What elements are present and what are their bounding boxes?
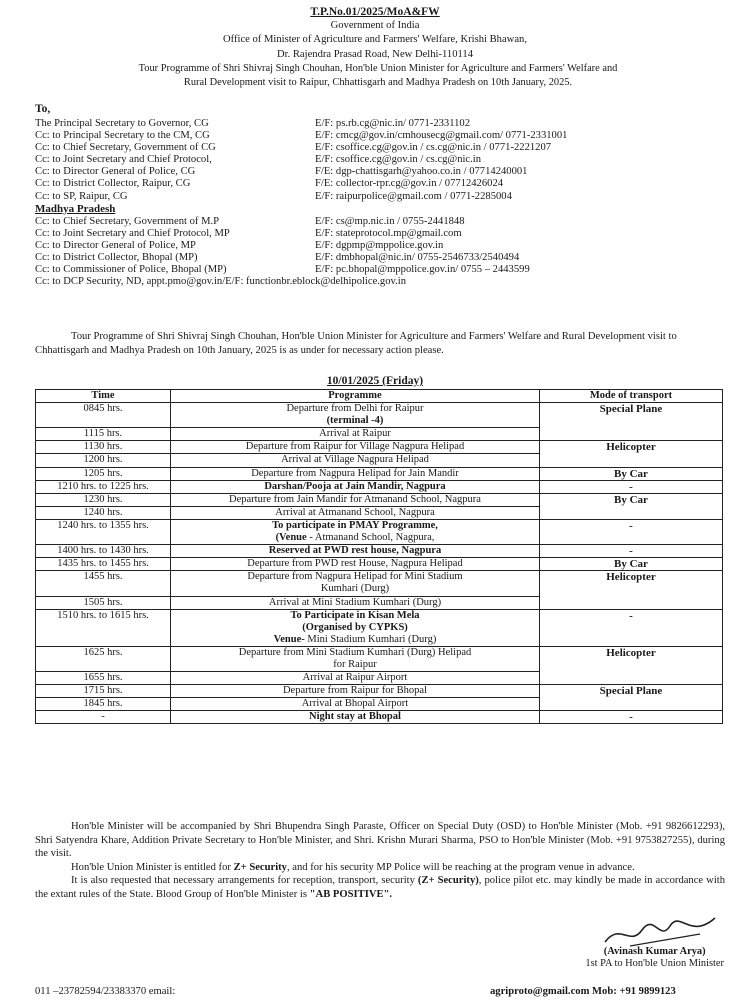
recipient-name: Cc: to Joint Secretary and Chief Protocol, [35, 154, 212, 166]
recipient-row [35, 228, 735, 240]
time-cell: 1210 hrs. to 1225 hrs. [36, 480, 171, 493]
programme-cell: Reserved at PWD rest house, Nagpura [171, 545, 540, 558]
time-cell: 1230 hrs. [36, 493, 171, 506]
letter-header [0, 0, 750, 62]
programme-cell: Arrival at Atmanand School, Nagpura [171, 506, 540, 519]
transport-cell: By Car [540, 493, 723, 519]
signatory-name: (Avinash Kumar Arya) [603, 946, 706, 957]
recipient-row [35, 191, 735, 203]
transport-cell: - [540, 609, 723, 646]
programme-text: for Raipur [333, 658, 377, 670]
accompaniment-paragraph: Hon'ble Minister will be accompanied by Shri Bhupendra Singh Paraste, Officer on Special Duty (OSD) to Hon'ble Minister (Mob. +91 9826612293), Shri Satyendra Khare, Addition Private Secretary to Hon'ble Minister, and Shri. Krishn Murari Sharma, PSO to Hon'ble Minister (Mob. +91 9753827255), during the visit. [35, 821, 725, 860]
table-row [36, 441, 723, 454]
table-row [36, 545, 723, 558]
time-cell: 1845 hrs. [36, 698, 171, 711]
recipient-name: Cc: to Joint Secretary and Chief Protocol, MP [35, 227, 230, 239]
programme-text: Departure from Delhi for Raipur [286, 403, 424, 415]
programme-cell: Arrival at Village Nagpura Helipad [171, 454, 540, 467]
time-cell: 1200 hrs. [36, 454, 171, 467]
table-row [36, 571, 723, 596]
blood-group: "AB POSITIVE". [309, 888, 393, 900]
time-cell: 1625 hrs. [36, 646, 171, 671]
recipient-contact: E/F: stateprotocol.mp@gmail.com [315, 227, 462, 239]
security-paragraph [35, 861, 725, 875]
date-heading: 10/01/2025 (Friday) [326, 375, 424, 387]
recipient-row [35, 178, 735, 190]
recipient-list [35, 118, 735, 288]
transport-cell: Special Plane [540, 685, 723, 711]
time-cell: 0845 hrs. [36, 403, 171, 428]
recipient-row [35, 142, 735, 154]
transport-cell: - [540, 519, 723, 544]
transport-cell: - [540, 711, 723, 724]
programme-cell: Departure from Raipur for Village Nagpura Helipad [171, 441, 540, 454]
programme-cell: Arrival at Bhopal Airport [171, 698, 540, 711]
tour-title-line-1: Tour Programme of Shri Shivraj Singh Chouhan, Hon'ble Union Minister for Agriculture and Farmers' Welfare and [138, 62, 618, 74]
recipient-row [35, 130, 735, 142]
recipient-name: Cc: to Director General of Police, MP [35, 239, 196, 251]
programme-text: To Participate in Kisan Mela [290, 609, 420, 621]
time-cell: 1130 hrs. [36, 441, 171, 454]
recipient-name: Cc: to Commissioner of Police, Bhopal (MP) [35, 264, 227, 276]
footer-notes [35, 820, 725, 902]
time-cell: 1435 hrs. to 1455 hrs. [36, 558, 171, 571]
recipient-name: Cc: to Chief Secretary, Government of M.P [35, 215, 220, 227]
arrangements-paragraph [35, 874, 725, 901]
recipient-contact: F/E: collector-rpr.cg@gov.in / 07712426024 [315, 178, 504, 190]
security-level: Z+ Security [233, 861, 287, 873]
tour-title-line-2: Rural Development visit to Raipur, Chhattisgarh and Madhya Pradesh on 10th January, 2025. [183, 76, 573, 88]
time-cell: 1715 hrs. [36, 685, 171, 698]
programme-cell [171, 519, 540, 544]
table-row [36, 558, 723, 571]
programme-text: - Atmanand School, Nagpura, [306, 532, 435, 544]
table-row [36, 403, 723, 428]
recipient-row [35, 240, 735, 252]
recipient-row [35, 252, 735, 264]
time-cell: 1655 hrs. [36, 672, 171, 685]
mp-heading: Madhya Pradesh [35, 202, 116, 215]
recipient-contact: E/F: ps.rb.cg@nic.in/ 0771-2331102 [315, 118, 471, 129]
programme-cell: Arrival at Mini Stadium Kumhari (Durg) [171, 596, 540, 609]
table-row [36, 685, 723, 698]
time-cell: 1115 hrs. [36, 428, 171, 441]
transport-cell: Helicopter [540, 571, 723, 609]
programme-text: To participate in PMAY Programme, [272, 519, 438, 531]
programme-cell: Departure from Nagpura Helipad for Jain Mandir [171, 467, 540, 480]
office-email-mobile: agriproto@gmail.com Mob: +91 9899123 [490, 986, 676, 997]
recipient-name: Cc: to Chief Secretary, Government of CG [35, 142, 216, 154]
column-header-transport: Mode of transport [540, 390, 723, 403]
transport-cell: - [540, 545, 723, 558]
transport-cell: - [540, 480, 723, 493]
time-cell: - [36, 711, 171, 724]
table-row [36, 609, 723, 646]
programme-cell: Arrival at Raipur Airport [171, 672, 540, 685]
recipient-name: Cc: to Director General of Police, CG [35, 166, 196, 178]
recipient-contact: E/F: cmcg@gov.in/cmhousecg@gmail.com/ 0771-2331001 [315, 130, 568, 142]
programme-cell: Departure from Raipur for Bhopal [171, 685, 540, 698]
address-line: Dr. Rajendra Prasad Road, New Delhi-110114 [276, 48, 474, 60]
table-row [36, 711, 723, 724]
programme-text: (terminal -4) [326, 415, 384, 427]
programme-cell: Arrival at Raipur [171, 428, 540, 441]
recipient-contact: E/F: raipurpolice@gmail.com / 0771-2285004 [315, 190, 512, 202]
tour-title [40, 62, 716, 90]
recipient-contact: E/F: csoffice.cg@gov.in / cs.cg@nic.in / 0771-2221207 [315, 142, 552, 154]
transport-cell: Helicopter [540, 646, 723, 684]
table-row [36, 480, 723, 493]
recipient-contact: E/F: pc.bhopal@mppolice.gov.in/ 0755 – 2443599 [315, 264, 530, 276]
programme-cell [171, 646, 540, 671]
table-row [36, 493, 723, 506]
intro-paragraph: Tour Programme of Shri Shivraj Singh Chouhan, Hon'ble Union Minister for Agriculture and Farmers' Welfare and Rural Development visit to Chhattisgarh and Madhya Pradesh on 10th January, 2025 is as under for necessary action please. [35, 331, 677, 356]
recipient-row [35, 154, 735, 166]
arrangements-text: It is also requested that necessary arrangements for reception, transport, security [71, 875, 418, 887]
recipient-name: Cc: to SP, Raipur, CG [35, 190, 128, 202]
recipient-row [35, 166, 735, 178]
arrangements-text: , police pilot etc. may kindly be made in accordance with the extant rules of the State. Blood Group of Hon'ble Minister is [35, 875, 726, 900]
time-cell: 1505 hrs. [36, 596, 171, 609]
table-row [36, 646, 723, 671]
column-header-programme: Programme [171, 390, 540, 403]
table-row [36, 467, 723, 480]
recipient-row [35, 264, 735, 276]
recipient-contact: E/F: cs@mp.nic.in / 0755-2441848 [315, 215, 465, 227]
programme-text: (Organised by CYPKS) [302, 621, 408, 633]
office-phone: 011 –23782594/23383370 email: [35, 986, 176, 997]
security-level: (Z+ Security) [417, 875, 479, 887]
government-line: Government of India [330, 20, 420, 32]
to-label: To, [35, 103, 51, 115]
recipient-contact: E/F: dgpmp@mppolice.gov.in [315, 239, 444, 251]
transport-cell: Helicopter [540, 441, 723, 467]
recipient-row [35, 216, 735, 228]
transport-cell: By Car [540, 558, 723, 571]
recipient-name: Cc: to District Collector, Raipur, CG [35, 178, 191, 190]
security-text: , and for his security MP Police will be reaching at the program venue in advance. [286, 861, 635, 873]
time-cell: 1240 hrs. [36, 506, 171, 519]
transport-cell: By Car [540, 467, 723, 480]
programme-cell: Night stay at Bhopal [171, 711, 540, 724]
signatory-designation: 1st PA to Hon'ble Union Minister [585, 958, 724, 969]
office-line: Office of Minister of Agriculture and Farmers' Welfare, Krishi Bhawan, [223, 34, 527, 46]
column-header-time: Time [36, 390, 171, 403]
recipient-row [35, 276, 735, 288]
recipient-name: Cc: to Principal Secretary to the CM, CG [35, 130, 210, 142]
security-text: Hon'ble Union Minister is entitled for [71, 861, 234, 873]
recipient-contact: F/E: dgp-chattisgarh@yahoo.co.in / 07714240001 [315, 166, 528, 178]
programme-text: (Venue [275, 532, 307, 544]
recipient-name: The Principal Secretary to Governor, CG [35, 118, 209, 129]
programme-text: Kumhari (Durg) [320, 583, 390, 595]
time-cell: 1400 hrs. to 1430 hrs. [36, 545, 171, 558]
programme-cell: Departure from PWD rest House, Nagpura Helipad [171, 558, 540, 571]
recipient-row [35, 118, 735, 130]
time-cell: 1240 hrs. to 1355 hrs. [36, 519, 171, 544]
time-cell: 1205 hrs. [36, 467, 171, 480]
programme-cell [171, 403, 540, 428]
programme-text: Departure from Mini Stadium Kumhari (Durg) Helipad [238, 646, 472, 658]
programme-text: Mini Stadium Kumhari (Durg) [304, 633, 437, 645]
schedule-table [35, 389, 723, 724]
recipient-contact: E/F: csoffice.cg@gov.in / cs.cg@nic.in [315, 154, 482, 166]
table-header-row [36, 390, 723, 403]
transport-cell: Special Plane [540, 403, 723, 441]
programme-cell: Departure from Jain Mandir for Atmanand School, Nagpura [171, 493, 540, 506]
programme-cell: Darshan/Pooja at Jain Mandir, Nagpura [171, 480, 540, 493]
programme-text: Departure from Nagpura Helipad for Mini Stadium [247, 571, 463, 583]
programme-cell [171, 571, 540, 596]
recipient-contact: E/F: dmbhopal@nic.in/ 0755-2546733/2540494 [315, 251, 520, 263]
reference-number: T.P.No.01/2025/MoA&FW [310, 6, 440, 18]
table-row [36, 519, 723, 544]
programme-text: Venue- [273, 633, 305, 645]
signature-block [585, 946, 724, 970]
dcp-security-line: Cc: to DCP Security, ND, appt.pmo@gov.in/E/F: functionbr.eblock@delhipolice.gov.in [35, 276, 407, 288]
recipient-name: Cc: to District Collector, Bhopal (MP) [35, 251, 198, 263]
programme-cell [171, 609, 540, 646]
time-cell: 1510 hrs. to 1615 hrs. [36, 609, 171, 646]
time-cell: 1455 hrs. [36, 571, 171, 596]
